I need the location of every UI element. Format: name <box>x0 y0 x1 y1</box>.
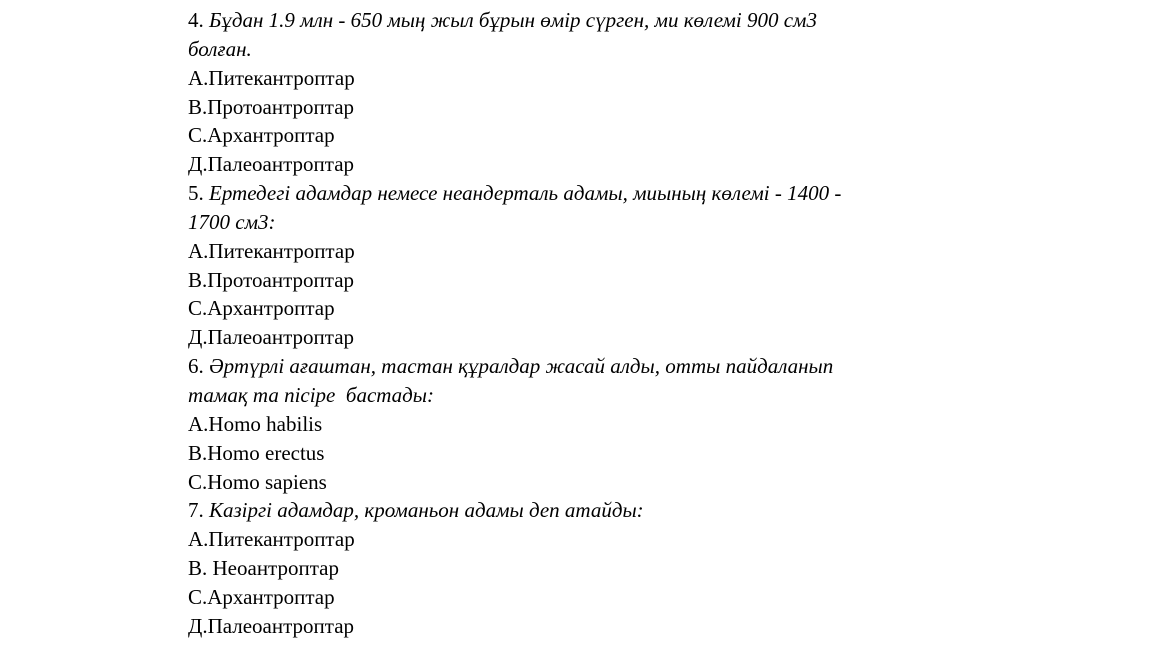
question-text-cont <box>188 381 841 410</box>
question-text <box>188 179 841 208</box>
answer-option: В.Homo erectus <box>188 440 325 465</box>
answer-option: С.Архантроптар <box>188 296 335 321</box>
question-5 <box>188 179 841 352</box>
quiz-document <box>188 6 841 641</box>
question-text <box>188 352 841 381</box>
question-text-line: Бұдан 1.9 млн - 650 мың жыл бұрын өмір сүрген, ми көлемі 900 см3 <box>209 8 817 32</box>
answer-option: Д.Палеоантроптар <box>188 152 355 177</box>
answer-option: Д.Палеоантроптар <box>188 613 355 638</box>
answer-option: В.Протоантроптар <box>188 94 355 119</box>
question-text-line: болған. <box>188 36 252 61</box>
answer-option: С.Архантроптар <box>188 584 335 609</box>
question-text-line: Казіргі адамдар, кроманьон адамы деп атайды: <box>209 498 644 523</box>
question-text <box>188 6 841 35</box>
question-text-line: Әртүрлі ағаштан, тастан құралдар жасай алды, отты пайдаланып <box>209 354 834 379</box>
question-text-cont <box>188 208 841 237</box>
answer-option: А.Питекантроптар <box>188 238 355 263</box>
question-4 <box>188 6 841 179</box>
answer-option: Д.Палеоантроптар <box>188 325 355 350</box>
question-text <box>188 496 841 525</box>
question-text-line: 1700 см3: <box>188 209 276 234</box>
answer-option: С.Архантроптар <box>188 123 335 148</box>
answer-option: В. Неоантроптар <box>188 556 339 581</box>
question-text-cont <box>188 35 841 64</box>
question-7 <box>188 496 841 640</box>
answer-option: С.Homo sapiens <box>188 469 327 494</box>
answer-option: А.Питекантроптар <box>188 65 355 90</box>
question-number: 7. <box>188 498 209 523</box>
question-number: 5. <box>188 181 209 206</box>
answer-option: В.Протоантроптар <box>188 267 355 292</box>
question-number: 6. <box>188 354 209 379</box>
question-number: 4. <box>188 8 209 32</box>
answer-option: А.Homo habilis <box>188 411 323 436</box>
question-text-line: тамақ та пісіре бастады: <box>188 382 435 407</box>
question-6 <box>188 352 841 496</box>
answer-option: А.Питекантроптар <box>188 527 355 552</box>
question-text-line: Ертедегі адамдар немесе неандерталь адамы, миының көлемі - 1400 - <box>209 181 842 206</box>
